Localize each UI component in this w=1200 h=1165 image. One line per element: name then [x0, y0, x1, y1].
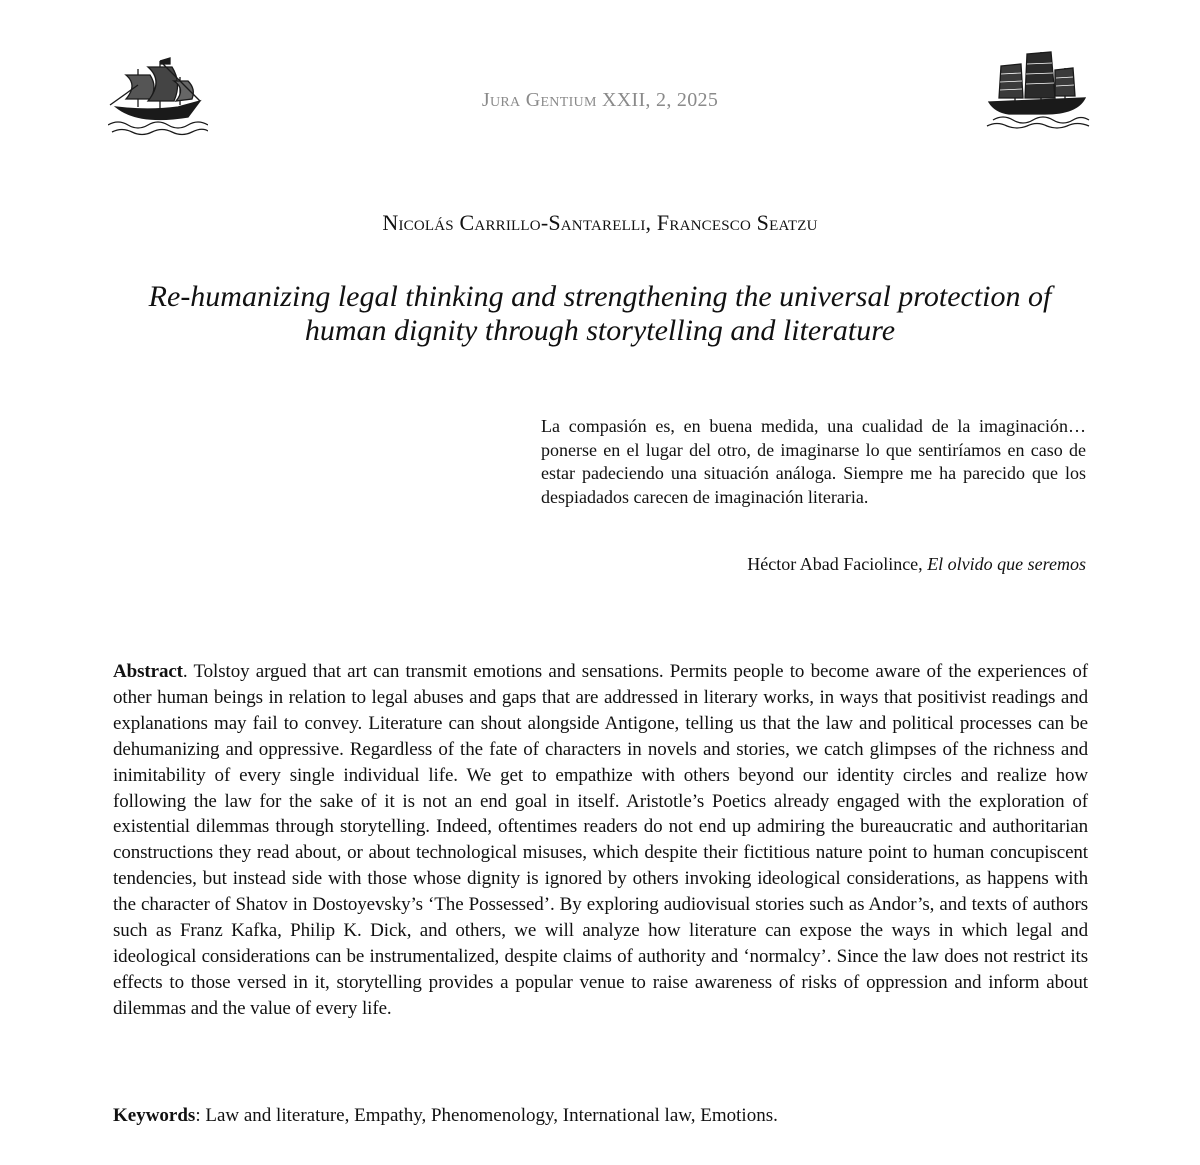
- keywords-label: Keywords: [113, 1105, 196, 1126]
- journal-name: Jura Gentium: [481, 89, 597, 111]
- paper-authors: Nicolás Carrillo-Santarelli, Francesco Seatzu: [382, 210, 818, 235]
- paper-title: [100, 280, 1100, 348]
- junk-ship-icon: [985, 48, 1090, 130]
- title-line: Re-humanizing legal thinking and strengthening the universal protection of: [148, 280, 1052, 313]
- keywords: [113, 1103, 1088, 1128]
- epigraph-attribution: [541, 554, 1086, 575]
- epigraph-author: Héctor Abad Faciolince,: [747, 554, 923, 574]
- keywords-text: : Law and literature, Empathy, Phenomenology, International law, Emotions.: [195, 1105, 778, 1126]
- abstract-text: . Tolstoy argued that art can transmit emotions and sensations. Permits people to become aware of the experiences of other human beings in relation to legal abuses and gaps that are addressed in literary works, in ways that positivist readings and explanations may fail to convey. Literature can shout alongside Antigone, telling us that the law and political processes can be dehumanizing and oppressive. Regardless of the fate of characters in novels and stories, we catch glimpses of the richness and inimitability of every single individual life. We get to empathize with others beyond our identity circles and realize how following the law for the sake of it is not an end goal in itself. Aristotle’s Poetics already engaged with the exploration of existential dilemmas through storytelling. Indeed, oftentimes readers do not end up admiring the bureaucratic and authoritarian constructions they read about, or about technological misuses, which despite their fictitious nature point to human concupiscent tendencies, but instead side with those whose dignity is ignored by others invoking ideological considerations, as happens with the character of Shatov in Dostoyevsky’s ‘The Possessed’. By exploring audiovisual stories such as Andor’s, and texts of authors such as Franz Kafka, Philip K. Dick, and others, we will analyze how literature can expose the ways in which legal and ideological considerations can be instrumentalized, despite claims of authority and ‘normalcy’. Since the law does not restrict its effects to those versed in it, storytelling provides a popular venue to raise awareness of risks of oppression and inform about dilemmas and the value of every life.: [113, 661, 1088, 1019]
- epigraph-quote: La compasión es, en buena medida, una cualidad de la imaginación…ponerse en el lugar del otro, de imaginarse lo que sentiríamos en caso de estar padeciendo una situación análoga. Siempre me ha parecido que los despiadados carecen de imaginación literaria.: [541, 416, 1086, 507]
- journal-issue: XXII, 2, 2025: [602, 89, 719, 111]
- epigraph-work: El olvido que seremos: [927, 554, 1086, 574]
- abstract: [113, 659, 1088, 1022]
- abstract-label: Abstract: [113, 661, 183, 682]
- title-line: human dignity through storytelling and literature: [304, 314, 896, 347]
